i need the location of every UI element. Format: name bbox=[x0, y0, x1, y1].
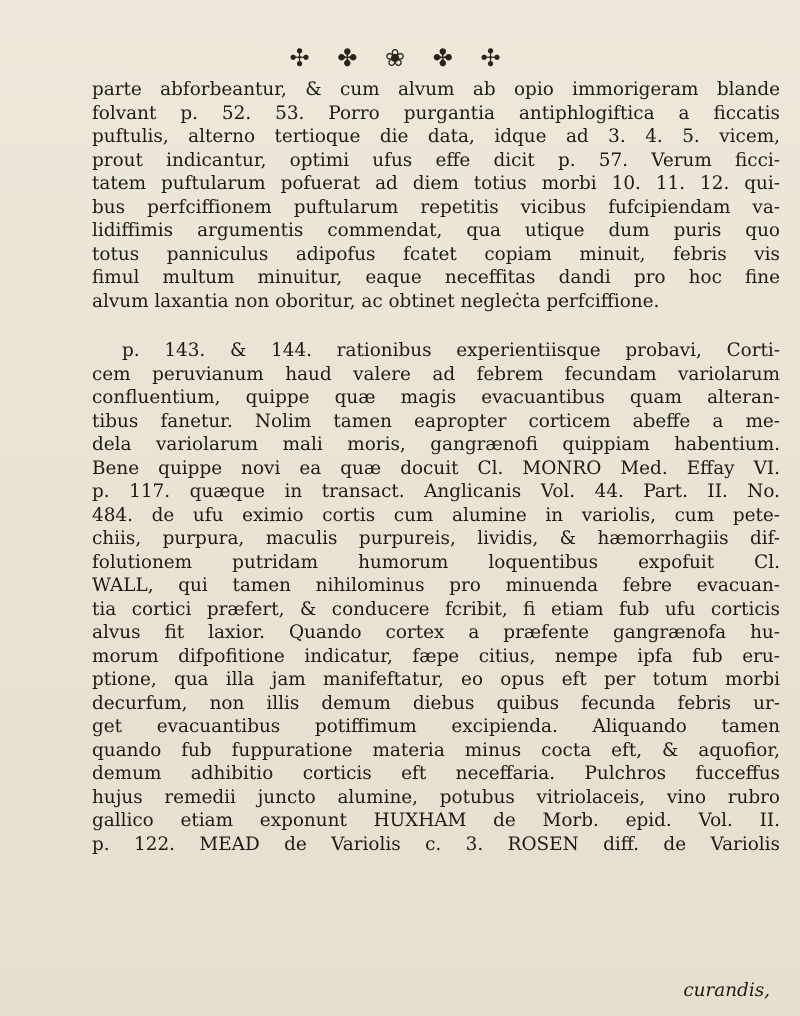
text-line: folvant p. 52. 53. Porro purgantia antiphlogiftica a ficcatis bbox=[92, 102, 780, 124]
text-line: chiis, purpura, maculis purpureis, lividis, & hæmorrhagiis dif- bbox=[92, 528, 780, 549]
text-line: prout indicantur, optimi ufus effe dicit p. 57. Verum ficci- bbox=[92, 149, 780, 171]
text-line: alvus fit laxior. Quando cortex a præfente gangrænofa hu- bbox=[92, 622, 780, 643]
text-line: p. 122. MEAD de Variolis c. 3. ROSEN diff. de Variolis bbox=[92, 833, 780, 855]
text-line: demum adhibitio corticis eft neceffaria. Pulchros fucceffus bbox=[92, 763, 780, 784]
ornament-glyph: ✤ bbox=[337, 44, 368, 72]
text-line: totus panniculus adipofus fcatet copiam minuit, febris vis bbox=[92, 243, 780, 265]
text-line: fimul multum minuitur, eaque neceffitas dandi pro hoc fine bbox=[92, 267, 780, 288]
text-line: tibus fanetur. Nolim tamen eapropter corticem abeffe a me- bbox=[92, 410, 780, 432]
paragraph-gap bbox=[92, 313, 780, 339]
text-line: parte abforbeantur, & cum alvum ab opio immorigeram blande bbox=[92, 79, 780, 100]
paragraph-2 bbox=[92, 339, 780, 856]
text-line: confluentium, quippe quæ magis evacuantibus quam alteran- bbox=[92, 387, 780, 408]
text-line: dela variolarum mali moris, gangrænofi quippiam habentium. bbox=[92, 434, 780, 455]
ornament-glyph: ✣ bbox=[480, 44, 511, 72]
text-line: p. 117. quæque in transact. Anglicanis Vol. 44. Part. II. No. bbox=[92, 481, 780, 502]
header-ornament bbox=[0, 44, 800, 72]
catchword: curandis, bbox=[683, 980, 770, 1001]
text-line: lidiffimis argumentis commendat, qua utique dum puris quo bbox=[92, 220, 780, 241]
text-line: p. 143. & 144. rationibus experientiisque probavi, Corti- bbox=[122, 340, 780, 361]
ornament-glyph: ✤ bbox=[432, 44, 463, 72]
text-line: Bene quippe novi ea quæ docuit Cl. MONRO Med. Effay VI. bbox=[92, 457, 780, 479]
paragraph-1 bbox=[92, 78, 780, 313]
body-text bbox=[92, 78, 780, 856]
text-line: decurfum, non illis demum diebus quibus fecunda febris ur- bbox=[92, 692, 780, 714]
ornament-glyph: ❀ bbox=[384, 44, 416, 72]
text-line: alvum laxantia non oboritur, ac obtinet negleċta perfciffione. bbox=[92, 290, 660, 312]
text-line: get evacuantibus potiffimum excipienda. Aliquando tamen bbox=[92, 716, 780, 737]
text-line: bus perfciffionem puftularum repetitis vicibus fufcipiendam va- bbox=[92, 196, 780, 218]
text-line: puftulis, alterno tertioque die data, idque ad 3. 4. 5. vicem, bbox=[92, 126, 780, 147]
text-line: tatem puftularum pofuerat ad diem totius morbi 10. 11. 12. qui- bbox=[92, 173, 780, 194]
text-line: folutionem putridam humorum loquentibus expofuit Cl. bbox=[92, 551, 780, 573]
text-line: ptione, qua illa jam manifeftatur, eo opus eft per totum morbi bbox=[92, 669, 780, 690]
text-line: quando fub fuppuratione materia minus cocta eft, & aquofior, bbox=[92, 739, 780, 761]
text-line: hujus remedii juncto alumine, potubus vitriolaceis, vino rubro bbox=[92, 786, 780, 808]
text-line: tia cortici præfert, & conducere fcribit, fi etiam fub ufu corticis bbox=[92, 598, 780, 620]
ornament-glyph: ✣ bbox=[289, 44, 320, 72]
text-line: 484. de ufu eximio cortis cum alumine in variolis, cum pete- bbox=[92, 504, 780, 526]
text-line: morum difpofitione indicatur, fæpe citius, nempe ipfa fub eru- bbox=[92, 645, 780, 667]
text-line: WALL, qui tamen nihilominus pro minuenda febre evacuan- bbox=[92, 575, 780, 596]
text-line: gallico etiam exponunt HUXHAM de Morb. epid. Vol. II. bbox=[92, 810, 780, 831]
text-line: cem peruvianum haud valere ad febrem fecundam variolarum bbox=[92, 363, 780, 385]
